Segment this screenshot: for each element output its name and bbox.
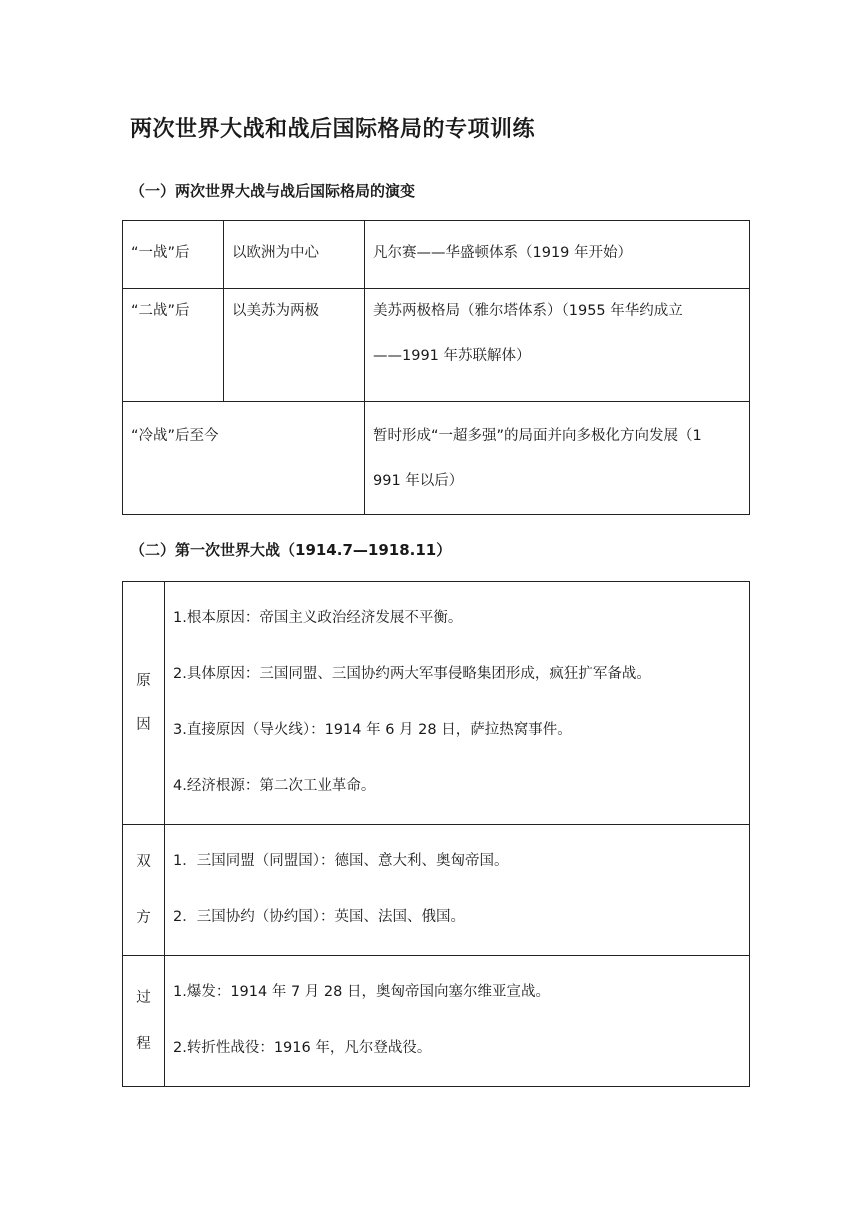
system-cell: [365, 221, 750, 289]
category-char: 过: [136, 990, 151, 1006]
period-cell: “冷战”后至今: [123, 402, 365, 515]
system-cell: [365, 289, 750, 402]
table-row: [123, 289, 750, 402]
table-row: [123, 402, 750, 515]
list-item: 4.经济根源：第二次工业革命。: [173, 778, 376, 794]
system-line: 暂时形成“一超多强”的局面并向多极化方向发展（1: [373, 428, 702, 444]
category-cell: [123, 582, 165, 825]
table-row: [123, 956, 750, 1087]
postwar-order-table: [122, 220, 750, 515]
table-row: [123, 825, 750, 956]
section-heading-2: （二）第一次世界大战（1914.7—1918.11）: [130, 541, 452, 559]
detail-cell: [165, 825, 750, 956]
list-item: 2.转折性战役：1916 年，凡尔登战役。: [173, 1040, 432, 1056]
list-item: 2．三国协约（协约国）：英国、法国、俄国。: [173, 909, 465, 925]
detail-cell: [165, 582, 750, 825]
list-item: 3.直接原因（导火线）：1914 年 6 月 28 日，萨拉热窝事件。: [173, 722, 572, 738]
list-item: 1.爆发：1914 年 7 月 28 日，奥匈帝国向塞尔维亚宣战。: [173, 984, 550, 1000]
system-cell: [365, 402, 750, 515]
list-item: 1.根本原因：帝国主义政治经济发展不平衡。: [173, 610, 463, 626]
period-cell: “二战”后: [123, 289, 224, 402]
category-char: 双: [136, 854, 151, 870]
system-line: ——1991 年苏联解体）: [373, 348, 531, 364]
table-row: [123, 582, 750, 825]
detail-cell: [165, 956, 750, 1087]
category-char: 方: [136, 910, 151, 926]
category-char: 程: [136, 1036, 151, 1052]
page-title: 两次世界大战和战后国际格局的专项训练: [130, 117, 536, 142]
list-item: 1．三国同盟（同盟国）：德国、意大利、奥匈帝国。: [173, 853, 509, 869]
center-cell: 以欧洲为中心: [224, 221, 365, 289]
center-cell: 以美苏为两极: [224, 289, 365, 402]
period-cell: “一战”后: [123, 221, 224, 289]
category-cell: [123, 825, 165, 956]
category-char: 因: [136, 717, 151, 733]
category-char: 原: [136, 673, 151, 689]
list-item: 2.具体原因：三国同盟、三国协约两大军事侵略集团形成，疯狂扩军备战。: [173, 666, 651, 682]
system-line: 991 年以后）: [373, 473, 464, 489]
ww1-table: [122, 581, 750, 1087]
table-row: [123, 221, 750, 289]
system-line: 凡尔赛——华盛顿体系（1919 年开始）: [373, 245, 633, 261]
system-line: 美苏两极格局（雅尔塔体系）（1955 年华约成立: [373, 303, 683, 319]
category-cell: [123, 956, 165, 1087]
section-heading-1: （一）两次世界大战与战后国际格局的演变: [130, 182, 416, 200]
